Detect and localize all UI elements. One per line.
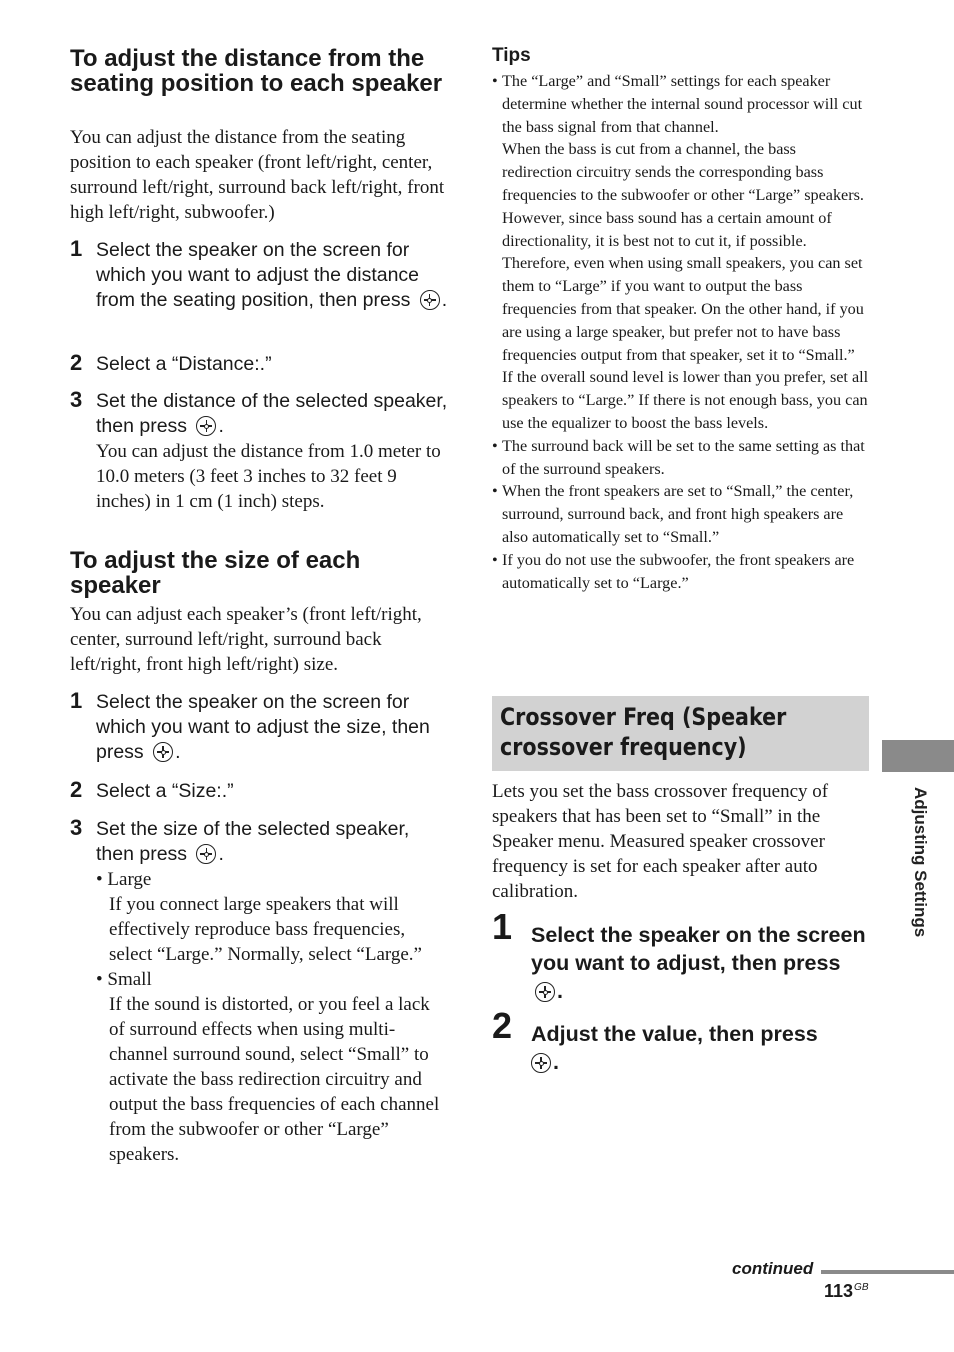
step-text: Select the speaker on the screen for which you want to adjust the size, then press [96, 691, 430, 763]
distance-step-1 [70, 238, 448, 313]
page-suffix: GB [854, 1282, 869, 1293]
tip-item: • The “Large” and “Small” settings for each speaker determine whether the internal sound processor will cut the bass signal from that channel. When the bass is cut from a channel, the bass redirection circuitry sends the corresponding bass frequencies to the subwoofer or other “Large” speakers. However, since bass sound has a certain amount of directionality, it is best not to cut it, if possible. Therefore, even when using small speakers, you can set them to “Large” if you want to output the bass frequencies from that speaker. On the other hand, if you are using a large speaker, but prefer not to have bass frequencies output from that speaker, set it to “Small.” If the overall sound level is lower than you prefer, set all speakers to “Large.” If there is not enough bass, you can use the equalizer to boost the bass levels. [492, 72, 869, 432]
heading-distance: To adjust the distance from the seating position to each speaker [70, 45, 443, 97]
distance-step-3 [70, 389, 448, 514]
step-tail: . [553, 1050, 559, 1074]
section-title: Crossover Freq (Speaker crossover frequency) [500, 703, 787, 761]
chapter-tab [882, 740, 954, 772]
step-number: 2 [70, 777, 83, 802]
step-text: Set the distance of the selected speaker, then press [96, 390, 448, 437]
tips-heading: Tips [492, 45, 531, 66]
step-text: Select a “Distance:.” [96, 353, 272, 375]
step-text: Select the speaker on the screen you want to adjust, then press [531, 923, 866, 975]
page-number [824, 1281, 869, 1302]
tip-item: • If you do not use the subwoofer, the front speakers are automatically set to “Large.” [492, 550, 855, 592]
section-body: Lets you set the bass crossover frequency of speakers that has been set to “Small” in the Speaker menu. Measured speaker crossover frequency is set for each speaker after auto calibration. [492, 781, 829, 902]
option-small-name: • Small [96, 969, 152, 990]
tip-text: The “Large” and “Small” settings for each speaker determine whether the internal sound processor will cut the bass signal from that channel. When the bass is cut from a channel, the bass redirection circuitry sends the corresponding bass frequencies to the subwoofer or other “Large” speakers. However, since bass sound has a certain amount of directionality, it is best not to cut it, if possible. Therefore, even when using small speakers, you can set them to “Large” if you want to output the bass frequencies from that speaker. On the other hand, if you are using a large speaker, but prefer not to have bass frequencies output from that speaker, set it to “Small.” If the overall sound level is lower than you prefer, set all speakers to “Large.” If there is not enough bass, you can use the equalizer to boost the bass levels. [502, 72, 869, 432]
step-tail: . [441, 289, 448, 311]
heading-size: To adjust the size of each speaker [70, 547, 361, 599]
step-note: You can adjust the distance from 1.0 meter to 10.0 meters (3 feet 3 inches to 32 feet 9 inches) in 1 cm (1 inch) steps. [96, 441, 441, 512]
enter-button-icon [420, 290, 440, 310]
enter-button-icon [153, 742, 173, 762]
continued-rule [821, 1270, 954, 1274]
size-step-2 [70, 779, 448, 804]
distance-step-2 [70, 352, 448, 377]
step-number: 1 [492, 906, 513, 947]
option-large-desc: If you connect large speakers that will effectively reproduce bass frequencies, select “Large.” Normally, select “Large.” [109, 894, 422, 965]
step-number: 1 [70, 236, 83, 261]
size-step-3 [70, 817, 448, 1167]
page-number-value: 113 [824, 1281, 854, 1301]
paragraph-size: You can adjust each speaker’s (front left/right, center, surround left/right, surround back left/right, front high left/right) size. [70, 604, 422, 675]
step-tail: . [175, 741, 181, 763]
step-tail: . [557, 979, 563, 1003]
step-text: Select a “Size:.” [96, 780, 234, 802]
paragraph-distance: You can adjust the distance from the seating position to each speaker (front left/right, center, surround left/right, surround back left/right, front high left/right, subwoofer.) [70, 127, 445, 223]
crossover-step-2 [492, 1005, 870, 1076]
step-number: 3 [70, 387, 83, 412]
section-header-crossover [492, 696, 869, 771]
tip-item: • When the front speakers are set to “Small,” the center, surround, surround back, and front high speakers are also automatically set to “Small.” [492, 482, 854, 546]
tip-text: The surround back will be set to the same setting as that of the surround speakers. [502, 436, 865, 478]
step-number: 2 [70, 350, 83, 375]
enter-button-icon [531, 1053, 551, 1073]
step-text: Select the speaker on the screen for which you want to adjust the distance from the seating position, then press [96, 239, 420, 311]
tip-text: When the front speakers are set to “Small,” the center, surround, surround back, and front high speakers are also automatically set to “Small.” [502, 482, 854, 546]
step-text: Set the size of the selected speaker, then press [96, 818, 410, 865]
step-number: 2 [492, 1005, 513, 1046]
chapter-label: Adjusting Settings [911, 787, 930, 938]
option-small-desc: If the sound is distorted, or you feel a lack of surround effects when using multi-channel surround sound, select “Small” to activate the bass redirection circuitry and output the bass frequencies of each channel from the subwoofer or other “Large” speakers. [109, 994, 440, 1165]
tip-item: • The surround back will be set to the same setting as that of the surround speakers. [492, 436, 865, 478]
continued-label: continued [732, 1259, 814, 1278]
step-text: Adjust the value, then press [531, 1022, 818, 1046]
step-number: 3 [70, 815, 83, 840]
enter-button-icon [196, 844, 216, 864]
size-step-1 [70, 690, 448, 765]
tip-text: If you do not use the subwoofer, the front speakers are automatically set to “Large.” [502, 550, 855, 592]
step-number: 1 [70, 688, 83, 713]
step-tail: . [218, 415, 224, 437]
size-options [96, 867, 448, 1167]
tips-list [492, 70, 870, 594]
step-tail: . [218, 843, 224, 865]
crossover-step-1 [492, 906, 870, 1005]
option-large-name: • Large [96, 869, 152, 890]
enter-button-icon [535, 982, 555, 1002]
enter-button-icon [196, 416, 216, 436]
